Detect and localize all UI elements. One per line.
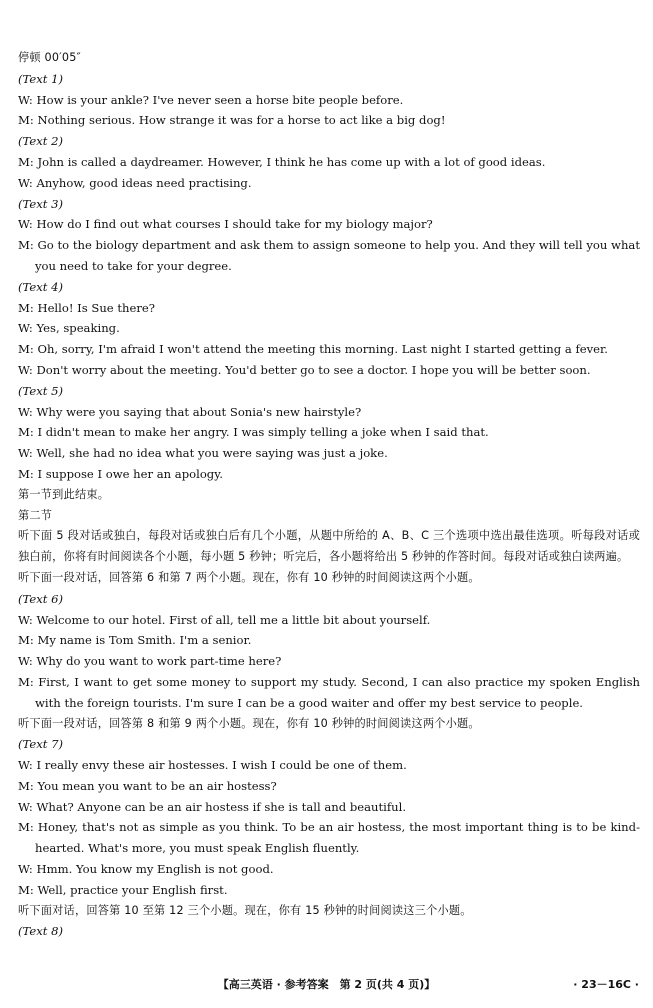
- footer-code: · 23－16C ·: [573, 978, 639, 991]
- text-section-label: (Text 2): [18, 134, 63, 149]
- footer-page-info: 【高三英语 · 参考答案 第 2 页(共 4 页)】: [217, 978, 436, 991]
- instruction-line: 第二节: [18, 508, 53, 522]
- text-section-label: (Text 6): [18, 591, 63, 606]
- transcript-body: [18, 48, 640, 942]
- instruction-line: 停顿 00′05″: [18, 51, 81, 64]
- dialogue-line: W: Welcome to our hotel. First of all, tell me a little bit about yourself.: [18, 612, 431, 627]
- dialogue-line: M: Well, practice your English first.: [18, 882, 228, 897]
- dialogue-line: M: Nothing serious. How strange it was for a horse to act like a big dog!: [18, 113, 446, 128]
- text-section-label: (Text 8): [18, 924, 63, 939]
- dialogue-line: M: Oh, sorry, I'm afraid I won't attend the meeting this morning. Last night I started getting a fever.: [18, 342, 608, 357]
- dialogue-line: W: How is your ankle? I've never seen a horse bite people before.: [18, 92, 404, 107]
- dialogue-line: W: I really envy these air hostesses. I wish I could be one of them.: [18, 758, 407, 773]
- dialogue-line: M: I didn't mean to make her angry. I was simply telling a joke when I said that.: [18, 425, 489, 440]
- dialogue-line: W: Well, she had no idea what you were saying was just a joke.: [18, 446, 388, 461]
- dialogue-line: M: John is called a daydreamer. However, I think he has come up with a lot of good ideas.: [18, 154, 546, 169]
- dialogue-line: M: My name is Tom Smith. I'm a senior.: [18, 633, 252, 648]
- text-section-label: (Text 5): [18, 383, 63, 398]
- text-section-label: (Text 3): [18, 196, 63, 211]
- page-footer: [0, 976, 653, 996]
- dialogue-line: W: Hmm. You know my English is not good.: [18, 862, 274, 877]
- dialogue-line: M: First, I want to get some money to support my study. Second, I can also practice my spoken English with the foreign tourists. I'm sure I can be a good waiter and offer my best service to people.: [18, 674, 640, 710]
- dialogue-line: W: Why were you saying that about Sonia's new hairstyle?: [18, 404, 362, 419]
- instruction-paragraph: 听下面 5 段对话或独白，每段对话或独白后有几个小题，从题中所给的 A、B、C 三个选项中选出最佳选项。听每段对话或独白前，你将有时间阅读各个小题，每小题 5 秒钟；听完后，各小题将给出 5 秒钟的作答时间。每段对话或独白读两遍。: [18, 529, 640, 564]
- instruction-line: 听下面对话，回答第 10 至第 12 三个小题。现在，你有 15 秒钟的时间阅读这三个小题。: [18, 903, 472, 917]
- dialogue-line: W: What? Anyone can be an air hostess if she is tall and beautiful.: [18, 799, 407, 814]
- dialogue-line: M: Hello! Is Sue there?: [18, 300, 155, 315]
- instruction-line: 听下面一段对话，回答第 6 和第 7 两个小题。现在，你有 10 秒钟的时间阅读这两个小题。: [18, 570, 480, 584]
- text-section-label: (Text 4): [18, 279, 63, 294]
- dialogue-line: M: Honey, that's not as simple as you think. To be an air hostess, the most important thing is to be kind-hearted. What's more, you must speak English fluently.: [18, 820, 640, 856]
- dialogue-line: W: How do I find out what courses I should take for my biology major?: [18, 217, 433, 232]
- dialogue-line: W: Anyhow, good ideas need practising.: [18, 175, 252, 190]
- dialogue-line: W: Don't worry about the meeting. You'd better go to see a doctor. I hope you will be better soon.: [18, 362, 591, 377]
- text-section-label: (Text 1): [18, 71, 63, 86]
- dialogue-line: W: Yes, speaking.: [18, 321, 120, 336]
- instruction-line: 第一节到此结束。: [18, 487, 110, 501]
- dialogue-line: M: I suppose I owe her an apology.: [18, 466, 223, 481]
- text-section-label: (Text 7): [18, 737, 63, 752]
- dialogue-line: M: Go to the biology department and ask them to assign someone to help you. And they will tell you what you need to take for your degree.: [18, 238, 640, 273]
- instruction-line: 听下面一段对话，回答第 8 和第 9 两个小题。现在，你有 10 秒钟的时间阅读这两个小题。: [18, 716, 480, 730]
- dialogue-line: M: You mean you want to be an air hostess?: [18, 778, 277, 793]
- dialogue-line: W: Why do you want to work part-time here?: [18, 654, 282, 669]
